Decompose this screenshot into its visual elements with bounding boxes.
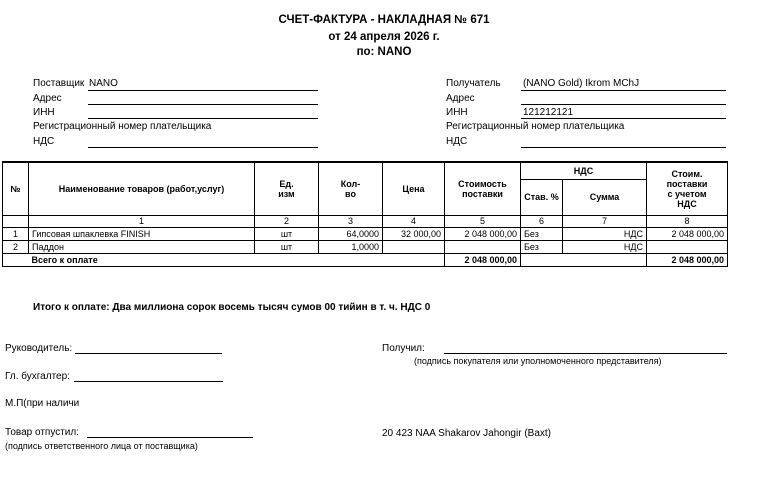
accountant-signature-line <box>74 381 223 382</box>
row-name: Гипсовая шпаклевка FINISH <box>29 227 255 240</box>
document-basis: по: NANO <box>356 46 412 58</box>
row-unit: шт <box>255 227 319 240</box>
supplier-inn-line <box>88 118 318 119</box>
header-total-line4: НДС <box>677 198 697 209</box>
recipient-name-line <box>521 90 726 91</box>
total-empty <box>521 253 563 266</box>
row-cost <box>445 240 521 253</box>
document-title: СЧЕТ-ФАКТУРА - НАКЛАДНАЯ № 671 <box>278 14 490 26</box>
col-number: 2 <box>255 215 319 227</box>
recipient-address-label: Адрес <box>446 93 475 104</box>
header-cost-line2: поставки <box>462 188 503 199</box>
row-price: 32 000,00 <box>383 227 445 240</box>
total-in-words: Итого к оплате: Два миллиона сорок восемь тысяч сумов 00 тийин в т. ч. НДС 0 <box>33 302 431 313</box>
row-vat-rate: Без <box>521 227 563 240</box>
column-number-row <box>3 215 728 227</box>
row-price <box>383 240 445 253</box>
supplier-address-line <box>88 104 318 105</box>
total-empty <box>563 253 647 266</box>
header-name: Наименование товаров (работ,услуг) <box>29 162 255 215</box>
col-number <box>3 215 29 227</box>
header-unit-line2: изм <box>278 188 295 199</box>
header-num: № <box>3 162 29 215</box>
table-row <box>3 227 728 240</box>
row-name: Паддон <box>29 240 255 253</box>
supplier-inn-label: ИНН <box>33 107 55 118</box>
supplier-vat-label: НДС <box>33 136 55 147</box>
director-label: Руководитель: <box>5 343 73 354</box>
row-vat-sum: НДС <box>563 240 647 253</box>
col-number: 7 <box>563 215 647 227</box>
header-qty-line1: Кол- <box>340 178 361 189</box>
header-total <box>647 162 728 215</box>
recipient-label: Получатель <box>446 78 501 89</box>
header-total-line1: Стоим. <box>671 168 703 179</box>
col-number: 4 <box>383 215 445 227</box>
recipient-reg-label: Регистрационный номер плательщика <box>446 121 625 132</box>
header-vat: НДС <box>521 162 647 179</box>
supplier-address-label: Адрес <box>33 93 62 104</box>
header-vat-rate: Став. % <box>521 179 563 215</box>
supplier-name-line <box>88 90 318 91</box>
received-note: (подпись покупателя или уполномоченного представителя) <box>414 356 662 366</box>
row-num: 2 <box>3 240 29 253</box>
row-num: 1 <box>3 227 29 240</box>
header-cost-line1: Стоимость <box>458 178 507 189</box>
stamp-label: М.П(при наличи <box>5 398 80 409</box>
header-total-line2: поставки <box>666 178 708 189</box>
header-cost <box>445 162 521 215</box>
document-date: от 24 апреля 2026 г. <box>328 31 440 43</box>
recipient-inn: 121212121 <box>523 107 574 118</box>
total-row <box>3 253 728 266</box>
total-label: Всего к оплате <box>29 253 445 266</box>
recipient-vat-line <box>521 147 726 148</box>
header-total-line3: с учетом <box>667 188 707 199</box>
released-label: Товар отпустил: <box>5 427 79 438</box>
col-number: 3 <box>319 215 383 227</box>
director-signature-line <box>75 353 222 354</box>
header-unit-line1: Ед. <box>279 178 294 189</box>
col-number: 5 <box>445 215 521 227</box>
released-note: (подпись ответственного лица от поставщика) <box>5 441 198 451</box>
supplier-vat-line <box>88 147 318 148</box>
released-signature-line <box>87 437 253 438</box>
table-row <box>3 240 728 253</box>
supplier-name: NANO <box>89 78 118 89</box>
row-qty: 64,0000 <box>319 227 383 240</box>
row-total: 2 048 000,00 <box>647 227 728 240</box>
col-number: 6 <box>521 215 563 227</box>
recipient-inn-line <box>521 118 726 119</box>
header-vat-sum: Сумма <box>563 179 647 215</box>
supplier-reg-label: Регистрационный номер плательщика <box>33 121 212 132</box>
total-empty <box>3 253 29 266</box>
header-qty-line2: во <box>345 188 356 199</box>
recipient-vat-label: НДС <box>446 136 468 147</box>
row-cost: 2 048 000,00 <box>445 227 521 240</box>
recipient-address-line <box>521 104 726 105</box>
header-price: Цена <box>383 162 445 215</box>
accountant-label: Гл. бухгалтер: <box>5 371 70 382</box>
received-signature-line <box>444 353 727 354</box>
row-vat-sum: НДС <box>563 227 647 240</box>
col-number: 8 <box>647 215 728 227</box>
row-vat-rate: Без <box>521 240 563 253</box>
total-cost: 2 048 000,00 <box>445 253 521 266</box>
row-total <box>647 240 728 253</box>
driver-info: 20 423 NAA Shakarov Jahongir (Baxt) <box>382 428 551 439</box>
col-number: 1 <box>29 215 255 227</box>
goods-table <box>2 161 728 267</box>
received-label: Получил: <box>382 343 425 354</box>
row-qty: 1,0000 <box>319 240 383 253</box>
total-sum: 2 048 000,00 <box>647 253 728 266</box>
row-unit: шт <box>255 240 319 253</box>
header-qty <box>319 162 383 215</box>
recipient-name: (NANO Gold) Ikrom MChJ <box>523 78 640 89</box>
recipient-inn-label: ИНН <box>446 107 468 118</box>
supplier-label: Поставщик <box>33 78 85 89</box>
header-unit <box>255 162 319 215</box>
